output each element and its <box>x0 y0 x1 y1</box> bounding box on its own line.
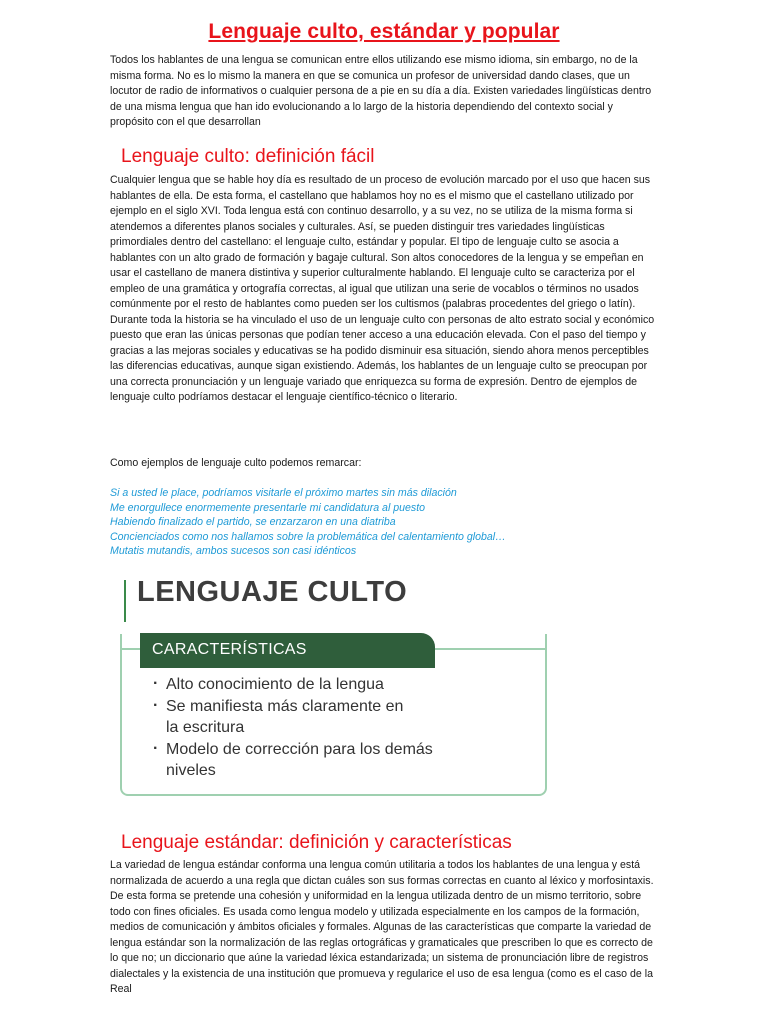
intro-paragraph: Todos los hablantes de una lengua se comunican entre ellos utilizando ese mismo idioma, sin embargo, no de la misma forma. No es lo mismo la manera en que se comunica un profesor de universidad dando clases, que un locutor de radio de informativos o cualquier persona de a pie en su día a día. Existen variedades lingüísticas dentro de una misma lengua que han ido evolucionando a lo largo de la historia dependiendo del contexto social y propósito con el que desarrollan <box>110 54 652 128</box>
figure-accent-bar <box>124 580 126 622</box>
estandar-body: La variedad de lengua estándar conforma una lengua común utilitaria a todos los hablantes de una lengua y está normalizada de acuerdo a una regla que dictan cuáles son sus formas correctas en cuanto al léxico y morfosintaxis. De esta forma se pretende una cohesión y uniformidad en la lengua utilizada dentro de un mismo territorio, sobre todo con fines oficiales. Es usada como lengua modelo y utilizada especialmente en los campos de la formación, medios de comunicación y ámbitos oficiales y formales. Algunas de las características que comparte la variedad de lengua estándar son la normalización de las reglas ortográficas y gramaticales que prescriben lo que es correcto de lo que no; un diccionario que aúne la variedad léxica estandarizada; un sistema de pronunciación libre de registros dialectales y la existencia de una institución que promueva y regularice el uso de esa lengua (como es el caso de la Real <box>110 859 654 995</box>
figure-characteristics-list <box>153 674 466 782</box>
figure-header-label: CARACTERÍSTICAS <box>152 641 307 658</box>
example-item: Concienciados como nos hallamos sobre la problemática del calentamiento global… <box>110 530 506 543</box>
heading-estandar: Lenguaje estándar: definición y características <box>121 832 512 853</box>
figure-title: LENGUAJE CULTO <box>137 576 408 608</box>
lenguaje-culto-figure <box>113 570 546 798</box>
example-item: Mutatis mutandis, ambos sucesos son casi idénticos <box>110 545 357 557</box>
characteristic-item: · Se manifiesta más claramente en la escritura <box>153 696 406 738</box>
example-item: Habiendo finalizado el partido, se enzarzaron en una diatriba <box>110 516 396 528</box>
examples-list <box>110 486 670 559</box>
page-title: Lenguaje culto, estándar y popular <box>208 20 560 43</box>
examples-intro: Como ejemplos de lenguaje culto podemos remarcar: <box>110 457 362 469</box>
heading-culto: Lenguaje culto: definición fácil <box>121 146 375 167</box>
characteristic-item: · Alto conocimiento de la lengua <box>153 674 466 695</box>
example-item: Me enorgullece enormemente presentarle mi candidatura al puesto <box>110 501 426 514</box>
culto-body: Cualquier lengua que se hable hoy día es resultado de un proceso de evolución marcado por el uso que hacen sus hablantes de ella. De esta forma, el castellano que hablamos hoy no es el mismo que el castellano utilizado por ejemplo en el siglo XVI. Toda lengua está con continuo desarrollo, y a su vez, no se utiliza de la misma forma si atendemos a diferentes planos sociales y culturales. Así, se pueden distinguir tres variedades lingüísticas primordiales dentro del castellano: el lenguaje culto, estándar y popular. El tipo de lenguaje culto se asocia a hablantes con un alto grado de formación y bagaje cultural. Son altos conocedores de la lengua y se empeñan en usar el castellano de manera distintiva y superior culturalmente hablando. El lenguaje culto se caracteriza por el empleo de una gramática y ortografía correctas, al igual que utilizan una serie de vocablos o términos no usados comúnmente por el resto de hablantes como pueden ser los cultismos (palabras procedentes del griego o latín). Durante toda la historia se ha vinculado el uso de un lenguaje culto con personas de alto estrato social y económico puesto que eran las únicas personas que podían tener acceso a una educación elevada. Con el paso del tiempo y gracias a las mejoras sociales y educativas se ha podido disminuir esa situación, siendo ahora menos perceptibles las diferencias educativas, aunque sigan existiendo. Además, los hablantes de un lenguaje culto se preocupan por una correcta pronunciación y un lenguaje variado que enriquezca su forma de expresión. Dentro de ejemplos de lenguaje culto podríamos destacar el lenguaje científico-técnico o literario. <box>110 174 655 403</box>
figure-header <box>140 633 435 668</box>
example-item: Si a usted le place, podríamos visitarle el próximo martes sin más dilación <box>110 487 457 499</box>
characteristic-item: · Modelo de corrección para los demás niveles <box>153 739 466 781</box>
